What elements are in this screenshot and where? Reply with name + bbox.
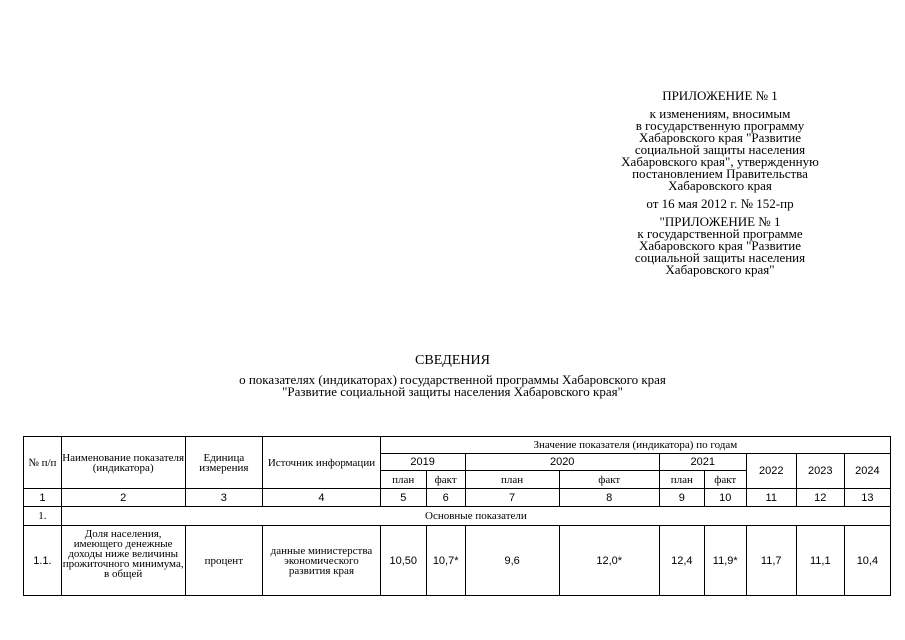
header-fact: факт	[704, 471, 746, 489]
header-plan: план	[659, 471, 704, 489]
column-number: 1	[24, 489, 62, 507]
appendix-intro-line: Хабаровского края "Развитие	[638, 130, 802, 145]
table-header-row	[24, 437, 891, 454]
appendix-quote-line: Хабаровского края "Развитие	[638, 238, 802, 253]
column-number: 2	[61, 489, 185, 507]
appendix-title: ПРИЛОЖЕНИЕ № 1	[662, 88, 778, 103]
header-year-2020: 2020	[465, 454, 659, 471]
appendix-intro-line: в государственную программу	[635, 118, 805, 133]
header-fact: факт	[559, 471, 659, 489]
appendix-quote-line: к государственной программе	[637, 226, 803, 241]
header-name: Наименование показателя (индикатора)	[61, 437, 185, 489]
header-year-2021: 2021	[659, 454, 746, 471]
header-plan: план	[380, 471, 426, 489]
header-year-2019: 2019	[380, 454, 465, 471]
column-number: 8	[559, 489, 659, 507]
row-name-text: Доля населения, имеющего денежные доходы ниже величины прожиточного минимума, в общей	[62, 528, 184, 580]
appendix-intro-line: Хабаровского края	[668, 178, 772, 193]
value-2020-plan: 9,6	[465, 526, 559, 596]
value-2020-fact: 12,0*	[559, 526, 659, 596]
appendix-date-line: от 16 мая 2012 г. № 152-пр	[646, 196, 794, 211]
value-2024: 10,4	[844, 526, 890, 596]
document-heading	[0, 355, 905, 398]
appendix-quote-line: социальной защиты населения	[634, 250, 806, 265]
column-number: 12	[796, 489, 844, 507]
document-subtitle-line: о показателях (индикаторах) государственной программы Хабаровского края	[239, 372, 666, 387]
value-2023: 11,1	[796, 526, 844, 596]
value-2021-plan: 12,4	[659, 526, 704, 596]
column-number: 6	[426, 489, 465, 507]
row-source: данные министерства экономического развития края	[263, 526, 381, 596]
section-title: Основные показатели	[61, 507, 890, 526]
column-number: 3	[185, 489, 263, 507]
column-number: 5	[380, 489, 426, 507]
column-number: 11	[746, 489, 796, 507]
value-2019-plan: 10,50	[380, 526, 426, 596]
section-num: 1.	[24, 507, 62, 526]
header-year-2023: 2023	[796, 454, 844, 489]
header-num: № п/п	[24, 437, 62, 489]
section-row	[24, 507, 891, 526]
value-2021-fact: 11,9*	[704, 526, 746, 596]
header-year-2024: 2024	[844, 454, 890, 489]
header-fact: факт	[426, 471, 465, 489]
appendix-intro-line: к изменениям, вносимым	[649, 106, 791, 121]
appendix-intro-line: социальной защиты населения	[634, 142, 806, 157]
column-number: 9	[659, 489, 704, 507]
appendix-quote-line: "ПРИЛОЖЕНИЕ № 1	[659, 214, 781, 229]
indicators-table	[23, 436, 891, 596]
column-number: 13	[844, 489, 890, 507]
table-row	[24, 526, 891, 596]
header-source: Источник информации	[263, 437, 381, 489]
value-2022: 11,7	[746, 526, 796, 596]
column-number: 7	[465, 489, 559, 507]
appendix-block	[620, 90, 820, 276]
header-plan: план	[465, 471, 559, 489]
row-unit: процент	[185, 526, 263, 596]
header-unit: Единица измерения	[185, 437, 263, 489]
document-subtitle-line: "Развитие социальной защиты населения Хабаровского края"	[282, 384, 623, 399]
appendix-quote-line: Хабаровского края"	[665, 262, 775, 277]
appendix-intro-line: постановлением Правительства	[632, 166, 808, 181]
column-number: 10	[704, 489, 746, 507]
header-year-2022: 2022	[746, 454, 796, 489]
column-number: 4	[263, 489, 381, 507]
header-values-group: Значение показателя (индикатора) по годам	[380, 437, 890, 454]
row-num: 1.1.	[24, 526, 62, 596]
row-name	[61, 526, 185, 596]
column-number-row	[24, 489, 891, 507]
appendix-intro-line: Хабаровского края", утвержденную	[621, 154, 819, 169]
document-title: СВЕДЕНИЯ	[415, 353, 490, 368]
value-2019-fact: 10,7*	[426, 526, 465, 596]
